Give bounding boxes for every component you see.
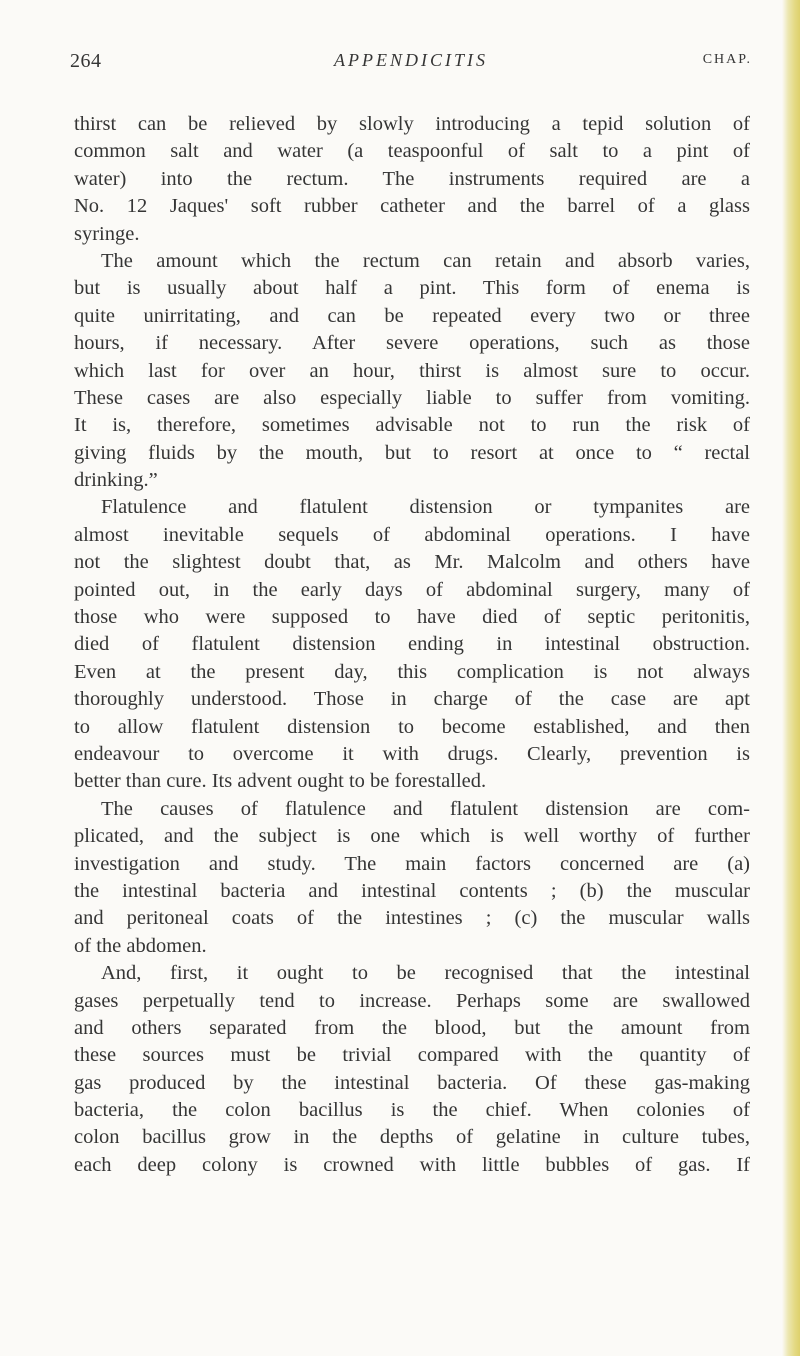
text-line: The amount which the rectum can retain and absorb varies, (101, 249, 750, 272)
text-line: bacteria, the colon bacillus is the chief. When colonies of (74, 1099, 750, 1122)
text-line: died of flatulent distension ending in intestinal obstruction. (74, 633, 750, 656)
text-line: investigation and study. The main factors concerned are (a) (74, 852, 750, 875)
text-line: plicated, and the subject is one which is well worthy of further (74, 825, 750, 848)
text-line: The causes of flatulence and flatulent distension are com- (101, 797, 750, 820)
text-line: syringe. (74, 222, 140, 245)
text-line: better than cure. Its advent ought to be forestalled. (74, 770, 487, 793)
text-line: gases perpetually tend to increase. Perhaps some are swallowed (74, 989, 750, 1012)
text-line: quite unirritating, and can be repeated every two or three (74, 304, 750, 327)
text-line: each deep colony is crowned with little bubbles of gas. If (74, 1153, 750, 1176)
text-line: of the abdomen. (74, 934, 207, 957)
text-line: water) into the rectum. The instruments required are a (74, 167, 750, 190)
page-number: 264 (70, 50, 102, 72)
text-line: those who were supposed to have died of septic peritonitis, (74, 606, 750, 629)
text-line: not the slightest doubt that, as Mr. Malcolm and others have (74, 551, 750, 574)
text-line: And, first, it ought to be recognised that the intestinal (101, 962, 750, 985)
text-line: gas produced by the intestinal bacteria. Of these gas-making (74, 1071, 750, 1094)
text-line: but is usually about half a pint. This form of enema is (74, 277, 750, 300)
text-line: Even at the present day, this complication is not always (74, 660, 750, 683)
text-line: It is, therefore, sometimes advisable not to run the risk of (74, 414, 750, 437)
chapter-mark: CHAP. (702, 52, 752, 67)
text-line: these sources must be trivial compared with the quantity of (74, 1044, 750, 1067)
body-text (74, 111, 750, 1179)
text-line: hours, if necessary. After severe operations, such as those (74, 332, 750, 355)
text-line: drinking.” (74, 469, 158, 492)
text-line: thirst can be relieved by slowly introducing a tepid solution of (74, 113, 750, 135)
text-line: colon bacillus grow in the depths of gelatine in culture tubes, (74, 1126, 750, 1149)
text-line: common salt and water (a teaspoonful of salt to a pint of (74, 140, 750, 163)
running-title: APPENDICITIS (334, 50, 488, 70)
text-line: pointed out, in the early days of abdominal surgery, many of (74, 578, 750, 601)
text-line: which last for over an hour, thirst is almost sure to occur. (74, 359, 750, 382)
text-line: Flatulence and flatulent distension or tympanites are (101, 496, 750, 519)
page-edge-shadow (782, 0, 800, 1356)
text-line: to allow flatulent distension to become established, and then (74, 715, 750, 738)
text-line: thoroughly understood. Those in charge of the case are apt (74, 688, 750, 711)
text-line: the intestinal bacteria and intestinal contents ; (b) the muscular (74, 879, 750, 902)
text-line: These cases are also especially liable to suffer from vomiting. (74, 386, 750, 409)
page-header (70, 50, 752, 78)
text-line: No. 12 Jaques' soft rubber catheter and the barrel of a glass (74, 195, 750, 218)
text-line: giving fluids by the mouth, but to resort at once to “ rectal (74, 441, 750, 464)
text-line: endeavour to overcome it with drugs. Clearly, prevention is (74, 742, 750, 765)
text-line: and peritoneal coats of the intestines ; (c) the muscular walls (74, 907, 750, 930)
text-line: and others separated from the blood, but the amount from (74, 1016, 750, 1039)
text-line: almost inevitable sequels of abdominal operations. I have (74, 523, 750, 546)
